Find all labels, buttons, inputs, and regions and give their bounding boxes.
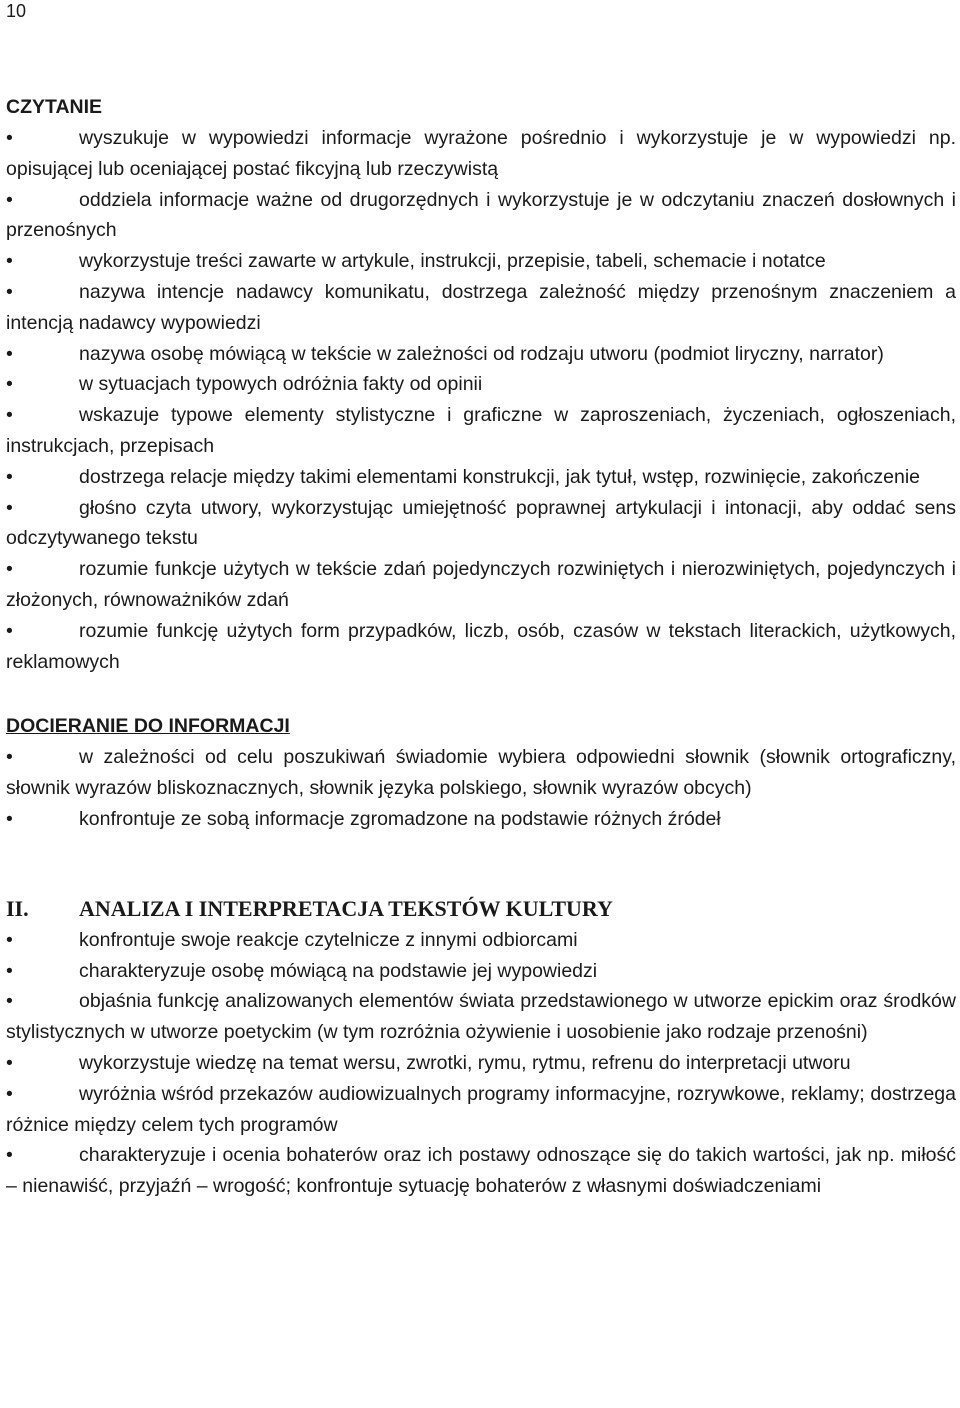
bullet-icon: • [6,959,13,982]
information-list [6,742,956,834]
bullet-icon: • [6,619,13,642]
bullet-icon: • [6,990,13,1013]
list-item: • w sytuacjach typowych odróżnia fakty od opinii [6,369,956,400]
section-heading-reading: CZYTANIE [6,96,103,118]
list-item: • konfrontuje ze sobą informacje zgromadzone na podstawie różnych źródeł [6,804,956,835]
list-item: • nazywa intencje nadawcy komunikatu, dostrzega zależność między przenośnym znaczeniem a intencją nadawcy wypowiedzi [6,277,956,339]
list-item: • oddziela informacje ważne od drugorzędnych i wykorzystuje je w odczytaniu znaczeń dosłownych i przenośnych [6,185,956,247]
list-item: • konfrontuje swoje reakcje czytelnicze z innymi odbiorcami [6,925,956,956]
bullet-icon: • [6,280,13,303]
list-item: • objaśnia funkcję analizowanych elementów świata przedstawionego w utworze epickim oraz środków stylistycznych w utworze poetyckim (w tym rozróżnia ożywienie i uosobienie jako rodzaje przenośni) [6,986,956,1048]
list-item: • wskazuje typowe elementy stylistyczne i graficzne w zaproszeniach, życzeniach, ogłoszeniach, instrukcjach, przepisach [6,400,956,462]
list-item: • charakteryzuje osobę mówiącą na podstawie jej wypowiedzi [6,956,956,987]
bullet-icon: • [6,1051,13,1074]
bullet-icon: • [6,250,13,273]
section-heading-information: DOCIERANIE DO INFORMACJI [6,715,290,738]
bullet-icon: • [6,807,13,830]
bullet-icon: • [6,465,13,488]
bullet-icon: • [6,342,13,365]
bullet-icon: • [6,404,13,427]
bullet-icon: • [6,373,13,396]
list-item: • wykorzystuje wiedzę na temat wersu, zwrotki, rymu, rytmu, refrenu do interpretacji utworu [6,1048,956,1079]
bullet-icon: • [6,558,13,581]
list-item: • charakteryzuje i ocenia bohaterów oraz ich postawy odnoszące się do takich wartości, jak np. miłość – nienawiść, przyjaźń – wrogość; konfrontuje sytuację bohaterów z własnymi doświadczeniami [6,1140,956,1202]
list-item: • dostrzega relacje między takimi elementami konstrukcji, jak tytuł, wstęp, rozwinięcie, zakończenie [6,462,956,493]
section-title: ANALIZA I INTERPRETACJA TEKSTÓW KULTURY [79,895,613,921]
reading-list [6,123,956,677]
bullet-icon: • [6,188,13,211]
section-number: II. [6,895,29,921]
document-body [6,92,956,1202]
list-item: • nazywa osobę mówiącą w tekście w zależności od rodzaju utworu (podmiot liryczny, narrator) [6,339,956,370]
bullet-icon: • [6,127,13,149]
analysis-list [6,925,956,1202]
list-item: • rozumie funkcje użytych w tekście zdań pojedynczych rozwiniętych i nierozwiniętych, pojedynczych i złożonych, równoważników zdań [6,554,956,616]
list-item: • rozumie funkcję użytych form przypadków, liczb, osób, czasów w tekstach literackich, użytkowych, reklamowych [6,616,956,678]
page-number: 10 [6,1,27,21]
bullet-icon: • [6,1082,13,1105]
bullet-icon: • [6,746,13,769]
bullet-icon: • [6,1144,13,1167]
list-item: • w zależności od celu poszukiwań świadomie wybiera odpowiedni słownik (słownik ortograficzny, słownik wyrazów bliskoznacznych, słownik języka polskiego, słownik wyrazów obcych) [6,742,956,804]
bullet-icon: • [6,496,13,519]
section-heading-analysis [6,893,956,925]
list-item: • wykorzystuje treści zawarte w artykule, instrukcji, przepisie, tabeli, schemacie i notatce [6,246,956,277]
bullet-icon: • [6,928,13,951]
list-item: • wyróżnia wśród przekazów audiowizualnych programy informacyjne, rozrywkowe, reklamy; dostrzega różnice między celem tych programów [6,1079,956,1141]
list-item: • wyszukuje w wypowiedzi informacje wyrażone pośrednio i wykorzystuje je w wypowiedzi np. opisującej lub oceniającej postać fikcyjną lub rzeczywistą [6,123,956,185]
list-item: • głośno czyta utwory, wykorzystując umiejętność poprawnej artykulacji i intonacji, aby oddać sens odczytywanego tekstu [6,493,956,555]
